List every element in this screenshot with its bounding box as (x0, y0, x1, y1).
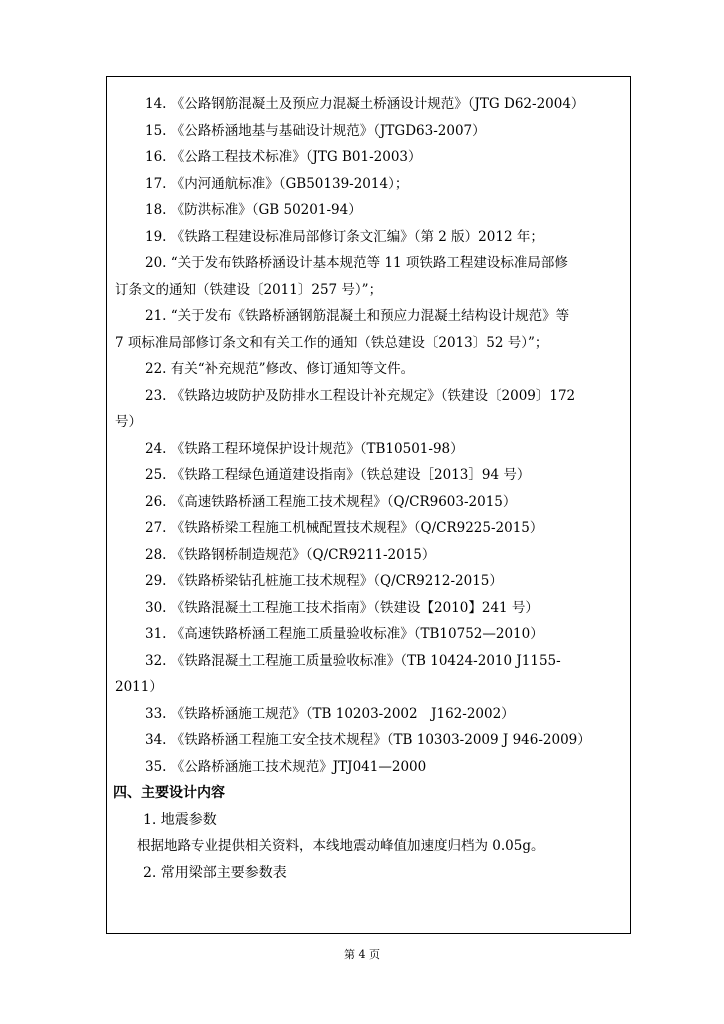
reference-item-20-cont: 订条文的通知（铁建设〔2011〕257 号）”； (115, 281, 383, 298)
reference-item-16: 16. 《公路工程技术标准》（JTG B01-2003） (145, 149, 422, 165)
section-heading: 四、主要设计内容 (113, 785, 225, 801)
reference-item-23-cont: 号） (115, 414, 142, 430)
reference-item-28: 28. 《铁路钢桥制造规范》（Q/CR9211-2015） (145, 546, 436, 563)
reference-item-33: 33. 《铁路桥涵施工规范》（TB 10203-2002 J162-2002） (145, 705, 515, 722)
reference-item-25: 25. 《铁路工程绿色通道建设指南》（铁总建设［2013］94 号） (145, 467, 531, 483)
reference-item-31: 31. 《高速铁路桥涵工程施工质量验收标准》（TB10752—2010） (145, 626, 544, 642)
reference-item-17: 17. 《内河通航标准》（GB50139-2014）； (145, 175, 409, 192)
reference-item-34: 34. 《铁路桥涵工程施工安全技术规程》（TB 10303-2009 J 946-2009） (145, 732, 591, 748)
reference-item-24: 24. 《铁路工程环境保护设计规范》（TB10501-98） (145, 440, 464, 457)
reference-item-26: 26. 《高速铁路桥涵工程施工技术规程》（Q/CR9603-2015） (145, 493, 517, 510)
reference-item-27: 27. 《铁路桥梁工程施工机械配置技术规程》（Q/CR9225-2015） (145, 520, 544, 536)
reference-item-32-cont: 2011） (115, 679, 163, 695)
document-frame (106, 76, 631, 934)
reference-item-23: 23. 《铁路边坡防护及防排水工程设计补充规定》（铁建设〔2009〕172 (145, 387, 576, 404)
reference-item-20: 20. “关于发布铁路桥涵设计基本规范等 11 项铁路工程建设标准局部修 (145, 255, 568, 271)
reference-item-35: 35. 《公路桥涵施工技术规范》JTJ041—2000 (145, 758, 427, 775)
reference-item-15: 15. 《公路桥涵地基与基础设计规范》（JTGD63-2007） (145, 122, 486, 139)
section-item-2-title: 2. 常用梁部主要参数表 (143, 864, 287, 881)
section-item-1-title: 1. 地震参数 (143, 811, 217, 828)
reference-item-19: 19. 《铁路工程建设标准局部修订条文汇编》（第 2 版）2012 年； (145, 228, 544, 245)
page-number: 第 4 页 (344, 948, 380, 961)
reference-item-18: 18. 《防洪标准》（GB 50201-94） (145, 202, 362, 218)
reference-item-22: 22. 有关“补充规范”修改、修订通知等文件。 (145, 361, 415, 377)
reference-item-21: 21. “关于发布《铁路桥涵钢筋混凝土和预应力混凝土结构设计规范》等 (145, 308, 570, 324)
reference-item-30: 30. 《铁路混凝土工程施工技术指南》（铁建设【2010】241 号） (145, 599, 539, 616)
reference-item-32: 32. 《铁路混凝土工程施工质量验收标准》（TB 10424-2010 J1155- (145, 652, 561, 669)
reference-item-29: 29. 《铁路桥梁钻孔桩施工技术规程》（Q/CR9212-2015） (145, 573, 503, 589)
reference-item-14: 14. 《公路钢筋混凝土及预应力混凝土桥涵设计规范》（JTG D62-2004） (145, 96, 585, 112)
section-item-1-text: 根据地路专业提供相关资料，本线地震动峰值加速度归档为 0.05g。 (137, 838, 545, 854)
document-content (107, 91, 630, 886)
reference-item-21-cont: 7 项标准局部修订条文和有关工作的通知（铁总建设〔2013〕52 号）”； (115, 334, 549, 351)
